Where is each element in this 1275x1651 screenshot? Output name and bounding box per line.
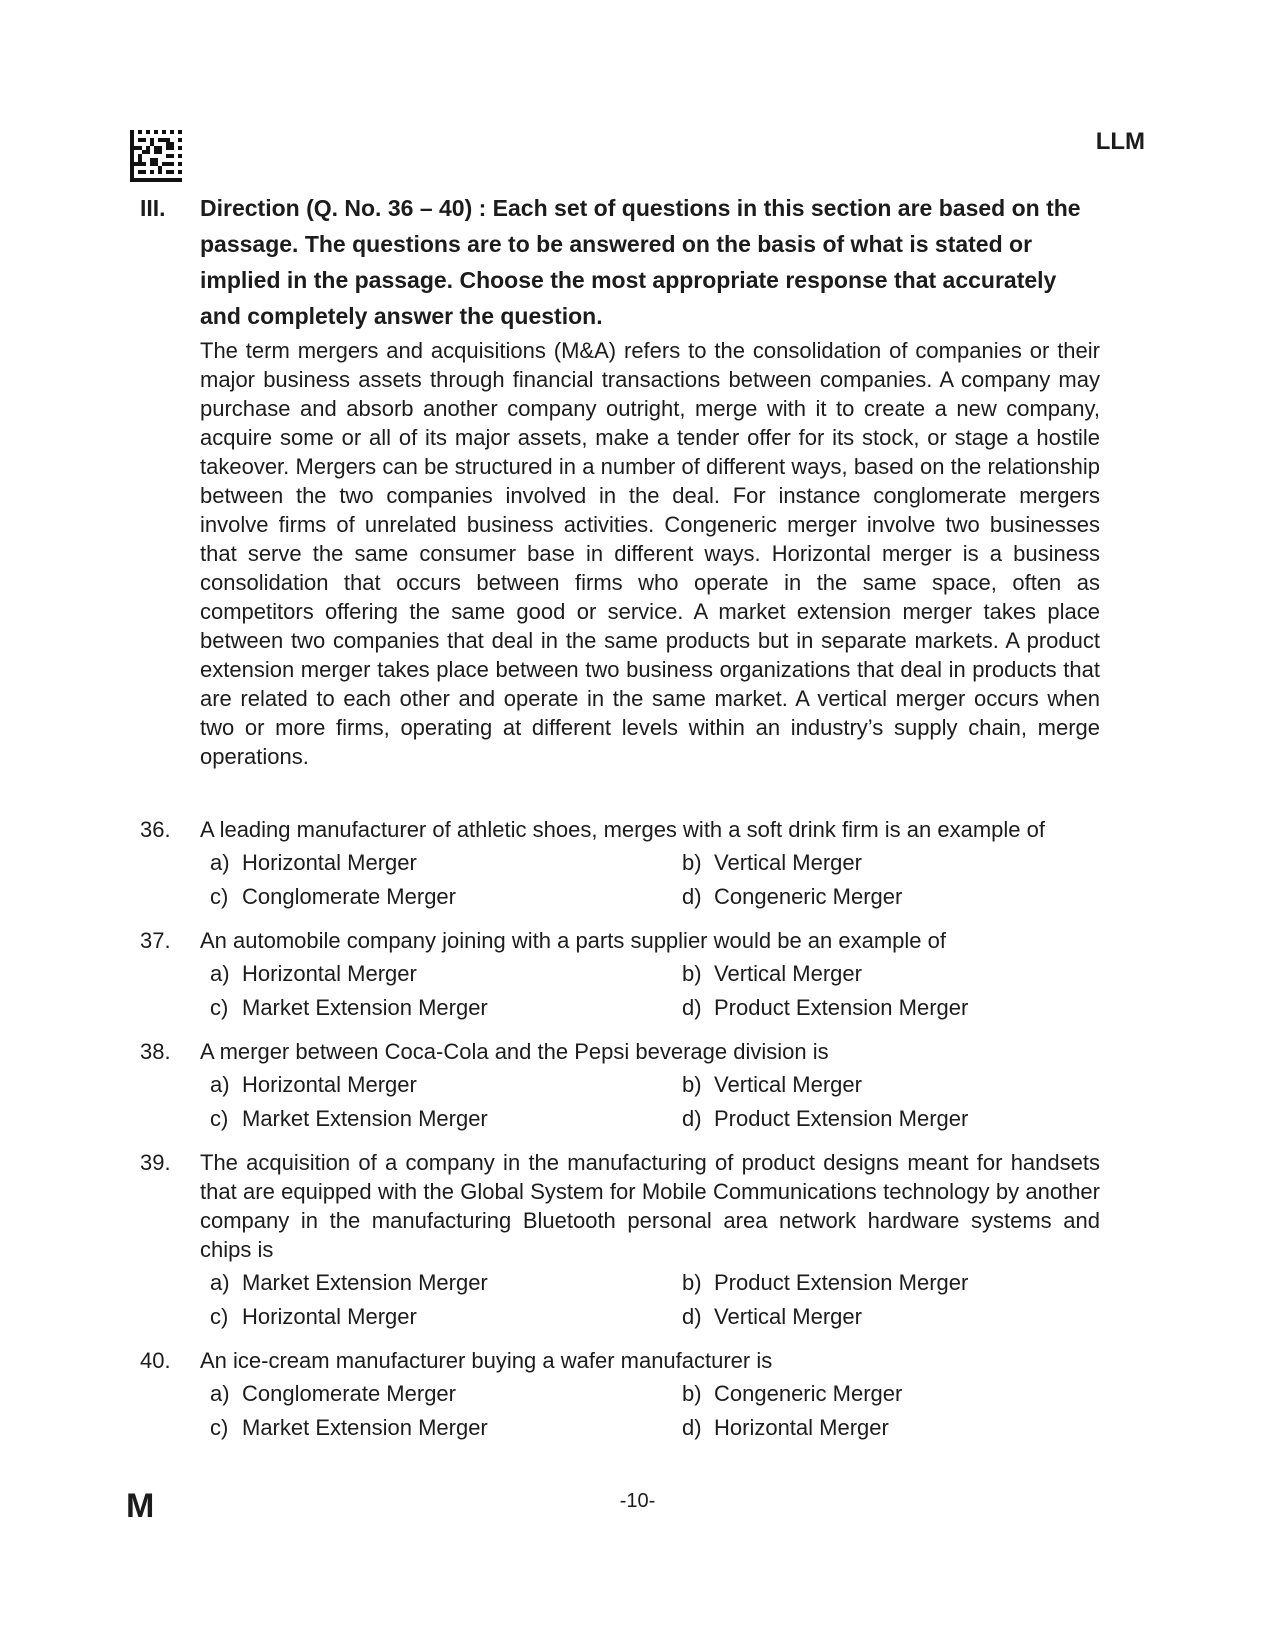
option-letter: a) xyxy=(210,961,230,986)
option-text: Congeneric Merger xyxy=(714,884,903,909)
option-b xyxy=(682,1068,1082,1102)
option-text: Product Extension Merger xyxy=(714,1270,969,1295)
option-c xyxy=(210,1102,682,1136)
option-b xyxy=(682,1377,1082,1411)
options xyxy=(210,1266,1100,1334)
question-number: 36. xyxy=(140,817,171,842)
option-letter: b) xyxy=(682,1381,702,1406)
passage-text: The term mergers and acquisitions (M&A) refers to the consolidation of companies or their major business assets through financial transactions between companies. A company may purchase and absorb another company outright, merge with it to create a new company, acquire some or all of its major assets, make a tender offer for its stock, or stage a hostile takeover. Mergers can be structured in a number of different ways, based on the relationship between the two companies involved in the deal. For instance conglomerate mergers involve firms of unrelated business activities. Congeneric merger involve two businesses that serve the same consumer base in different ways. Horizontal merger is a business consolidation that occurs between firms who operate in the same space, often as competitors offering the same good or service. A market extension merger takes place between two companies that deal in the same products but in separate markets. A product extension merger takes place between two business organizations that deal in products that are related to each other and operate in the same market. A vertical merger occurs when two or more firms, operating at different levels within an industry’s supply chain, merge operations. xyxy=(200,338,1100,769)
option-letter: a) xyxy=(210,1270,230,1295)
option-letter: b) xyxy=(682,961,702,986)
option-text: Product Extension Merger xyxy=(714,1106,969,1131)
option-letter: b) xyxy=(682,1072,702,1097)
options xyxy=(210,1068,1100,1136)
option-letter: d) xyxy=(682,1304,702,1329)
options xyxy=(210,957,1100,1025)
option-d xyxy=(682,1300,1082,1334)
option-letter: c) xyxy=(210,884,229,909)
option-text: Horizontal Merger xyxy=(242,961,417,986)
question-number: 39. xyxy=(140,1150,171,1175)
question-text: The acquisition of a company in the manufacturing of product designs meant for handsets that are equipped with the Global System for Mobile Communications technology by another company in the manufacturing Bluetooth personal area network hardware systems and chips is xyxy=(200,1150,1100,1262)
option-letter: a) xyxy=(210,850,230,875)
option-text: Conglomerate Merger xyxy=(242,884,456,909)
question-39 xyxy=(140,1148,1100,1334)
option-b xyxy=(682,846,1082,880)
question-number: 38. xyxy=(140,1039,171,1064)
option-a xyxy=(210,957,682,991)
option-text: Horizontal Merger xyxy=(242,1304,417,1329)
question-number: 37. xyxy=(140,928,171,953)
direction-section xyxy=(140,190,1100,771)
series-code: M xyxy=(126,1487,155,1525)
option-text: Vertical Merger xyxy=(714,850,862,875)
option-letter: d) xyxy=(682,995,702,1020)
question-list xyxy=(140,815,1100,1457)
option-d xyxy=(682,1411,1082,1445)
option-text: Market Extension Merger xyxy=(242,1106,488,1131)
question-36 xyxy=(140,815,1100,914)
option-d xyxy=(682,1102,1082,1136)
option-c xyxy=(210,880,682,914)
option-b xyxy=(682,1266,1082,1300)
option-letter: d) xyxy=(682,1106,702,1131)
option-a xyxy=(210,1068,682,1102)
option-letter: b) xyxy=(682,850,702,875)
option-text: Horizontal Merger xyxy=(714,1415,889,1440)
option-letter: c) xyxy=(210,1304,229,1329)
question-text: An automobile company joining with a parts supplier would be an example of xyxy=(200,928,946,953)
option-text: Horizontal Merger xyxy=(242,850,417,875)
option-letter: a) xyxy=(210,1072,230,1097)
option-a xyxy=(210,1377,682,1411)
option-c xyxy=(210,991,682,1025)
option-letter: b) xyxy=(682,1270,702,1295)
option-text: Market Extension Merger xyxy=(242,1415,488,1440)
option-text: Vertical Merger xyxy=(714,1304,862,1329)
option-c xyxy=(210,1411,682,1445)
option-text: Vertical Merger xyxy=(714,961,862,986)
option-letter: d) xyxy=(682,1415,702,1440)
page-number: -10- xyxy=(619,1490,656,1512)
question-40 xyxy=(140,1346,1100,1445)
option-letter: c) xyxy=(210,995,229,1020)
option-text: Market Extension Merger xyxy=(242,995,488,1020)
option-a xyxy=(210,846,682,880)
paper-code: LLM xyxy=(1095,128,1145,155)
question-37 xyxy=(140,926,1100,1025)
option-letter: c) xyxy=(210,1106,229,1131)
option-text: Vertical Merger xyxy=(714,1072,862,1097)
option-text: Horizontal Merger xyxy=(242,1072,417,1097)
direction-text: Direction (Q. No. 36 – 40) : Each set of questions in this section are based on the passage. The questions are to be answered on the basis of what is stated or implied in the passage. Choose the most appropriate response that accurately and completely answer the question. xyxy=(200,195,1081,329)
question-text: A leading manufacturer of athletic shoes, merges with a soft drink firm is an example of xyxy=(200,817,1045,842)
option-text: Market Extension Merger xyxy=(242,1270,488,1295)
option-letter: d) xyxy=(682,884,702,909)
option-b xyxy=(682,957,1082,991)
options xyxy=(210,1377,1100,1445)
option-text: Conglomerate Merger xyxy=(242,1381,456,1406)
question-number: 40. xyxy=(140,1348,171,1373)
option-c xyxy=(210,1300,682,1334)
option-a xyxy=(210,1266,682,1300)
option-letter: c) xyxy=(210,1415,229,1440)
qr-code-icon xyxy=(130,130,182,182)
option-d xyxy=(682,991,1082,1025)
option-letter: a) xyxy=(210,1381,230,1406)
question-38 xyxy=(140,1037,1100,1136)
option-text: Product Extension Merger xyxy=(714,995,969,1020)
direction-block xyxy=(140,190,1100,334)
question-text: An ice-cream manufacturer buying a wafer manufacturer is xyxy=(200,1348,773,1373)
option-text: Congeneric Merger xyxy=(714,1381,903,1406)
question-text: A merger between Coca-Cola and the Pepsi beverage division is xyxy=(200,1039,829,1064)
section-number: III. xyxy=(140,195,166,221)
options xyxy=(210,846,1100,914)
option-d xyxy=(682,880,1082,914)
